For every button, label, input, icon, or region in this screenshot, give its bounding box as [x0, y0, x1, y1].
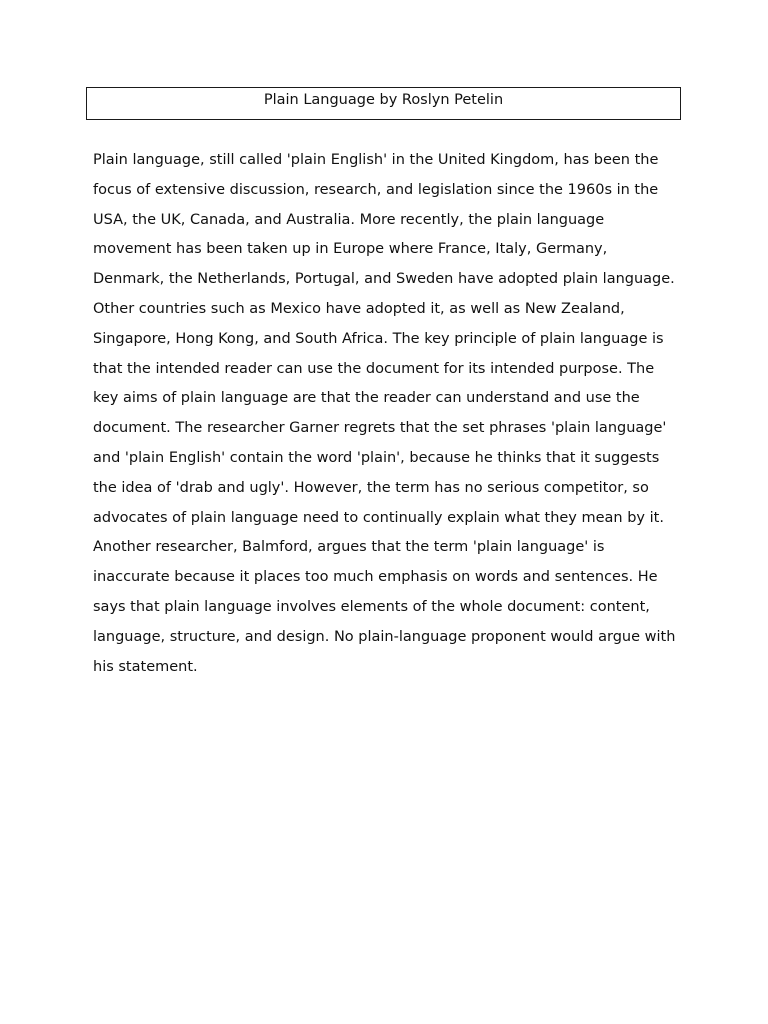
document-title: Plain Language by Roslyn Petelin: [263, 92, 504, 108]
title-box: [86, 87, 681, 120]
body-paragraph: Plain language, still called 'plain English' in the United Kingdom, has been the focus of extensive discussion, research, and legislation since the 1960s in the USA, the UK, Canada, and Australia. More recently, the plain language movement has been taken up in Europe where France, Italy, Germany, Denmark, the Netherlands, Portugal, and Sweden have adopted plain language. Other countries such as Mexico have adopted it, as well as New Zealand, Singapore, Hong Kong, and South Africa. The key principle of plain language is that the intended reader can use the document for its intended purpose. The key aims of plain language are that the reader can understand and use the document. The researcher Garner regrets that the set phrases 'plain language' and 'plain English' contain the word 'plain', because he thinks that it suggests the idea of 'drab and ugly'. However, the term has no serious competitor, so advocates of plain language need to continually explain what they mean by it. Another researcher, Balmford, argues that the term 'plain language' is inaccurate because it places too much emphasis on words and sentences. He says that plain language involves elements of the whole document: content, language, structure, and design. No plain-language proponent would argue with his statement.: [93, 152, 676, 675]
